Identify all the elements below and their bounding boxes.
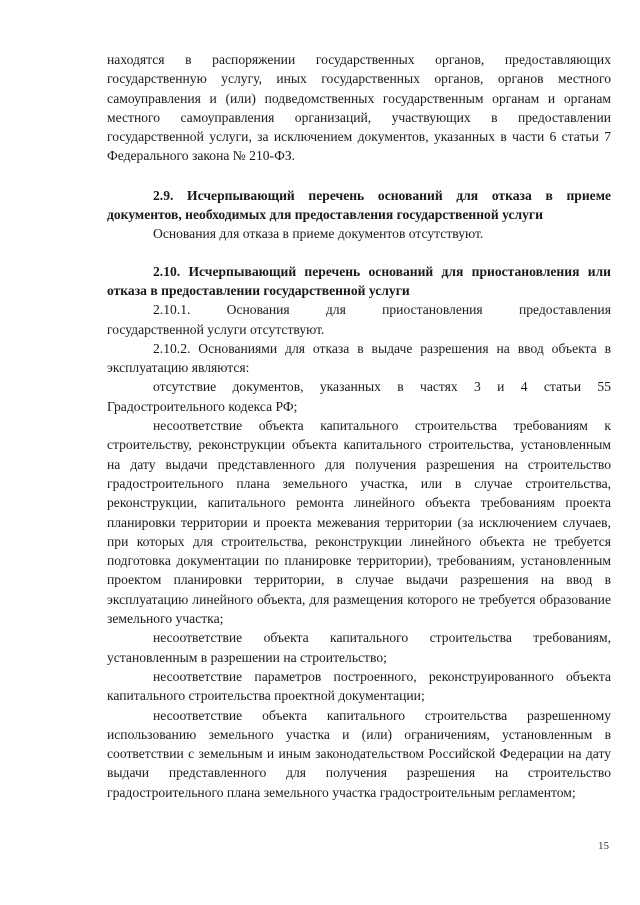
item-word: приостановления [382,302,483,318]
section-2-10-heading: 2.10. Исчерпывающий перечень оснований для приостановления или отказа в предоставлении государственной услуги [107,263,611,298]
ground-item: несоответствие объекта капитального строительства требованиям, установленным в разрешении на строительство; [107,630,611,665]
item-word: предоставления [518,302,611,318]
item-word: для [325,302,346,318]
page-number: 15 [598,840,609,852]
item-2-10-2: 2.10.2. Основаниями для отказа в выдаче разрешения на ввод объекта в эксплуатацию являются: [107,340,611,376]
ground-item: несоответствие параметров построенного, реконструированного объекта капитального строительства проектной документации; [107,668,611,704]
item-2-10-1-first-line [107,300,611,319]
item-word: 2.10.1. [153,302,191,318]
item-2-10-1-rest: государственной услуги отсутствуют. [107,321,325,337]
spacer [107,244,611,262]
intro-paragraph: находятся в распоряжении государственных органов, предоставляющих государственную услугу, иных государственных органов, органов местного самоуправления и (или) подведомственных государственным органам и органам местного самоуправления организаций, участвующих в предоставлении государственной услуги, за исключением документов, указанных в части 6 статьи 7 Федерального закона № 210-ФЗ. [107,52,611,164]
section-2-9-text: Основания для отказа в приеме документов отсутствуют. [153,226,484,242]
ground-item: несоответствие объекта капитального строительства требованиям к строительству, реконструкции объекта капитального строительства, установленным на дату выдачи представленного для получения разрешения на строительство градостроительного плана земельного участка, или в случае строительства, реконструкции, капитального ремонта линейного объекта требованиям проекта планировки территории и проекта межевания территории (за исключением случаев, при которых для строительства, реконструкции линейного объекта не требуется подготовка документации по планировке территории), требованиям, установленным проектом планировки территории, в случае выдачи разрешения на ввод в эксплуатацию линейного объекта, для размещения которого не требуется образование земельного участка; [107,418,611,627]
item-word: Основания [226,302,290,318]
ground-item: отсутствие документов, указанных в частях 3 и 4 статьи 55 Градостроительного кодекса РФ; [107,379,611,414]
ground-item: несоответствие объекта капитального строительства разрешенному использованию земельного участка и (или) ограничениям, установленным в соответствии с земельным и иным законодательством Российской Федерации на дату выдачи представленного для получения разрешения на строительство градостроительного плана земельного участка градостроительным регламентом; [107,707,611,800]
spacer [107,166,611,186]
section-2-9-heading: 2.9. Исчерпывающий перечень оснований для отказа в приеме документов, необходимых для предоставления государственной услуги [107,187,611,223]
document-page [107,50,611,802]
